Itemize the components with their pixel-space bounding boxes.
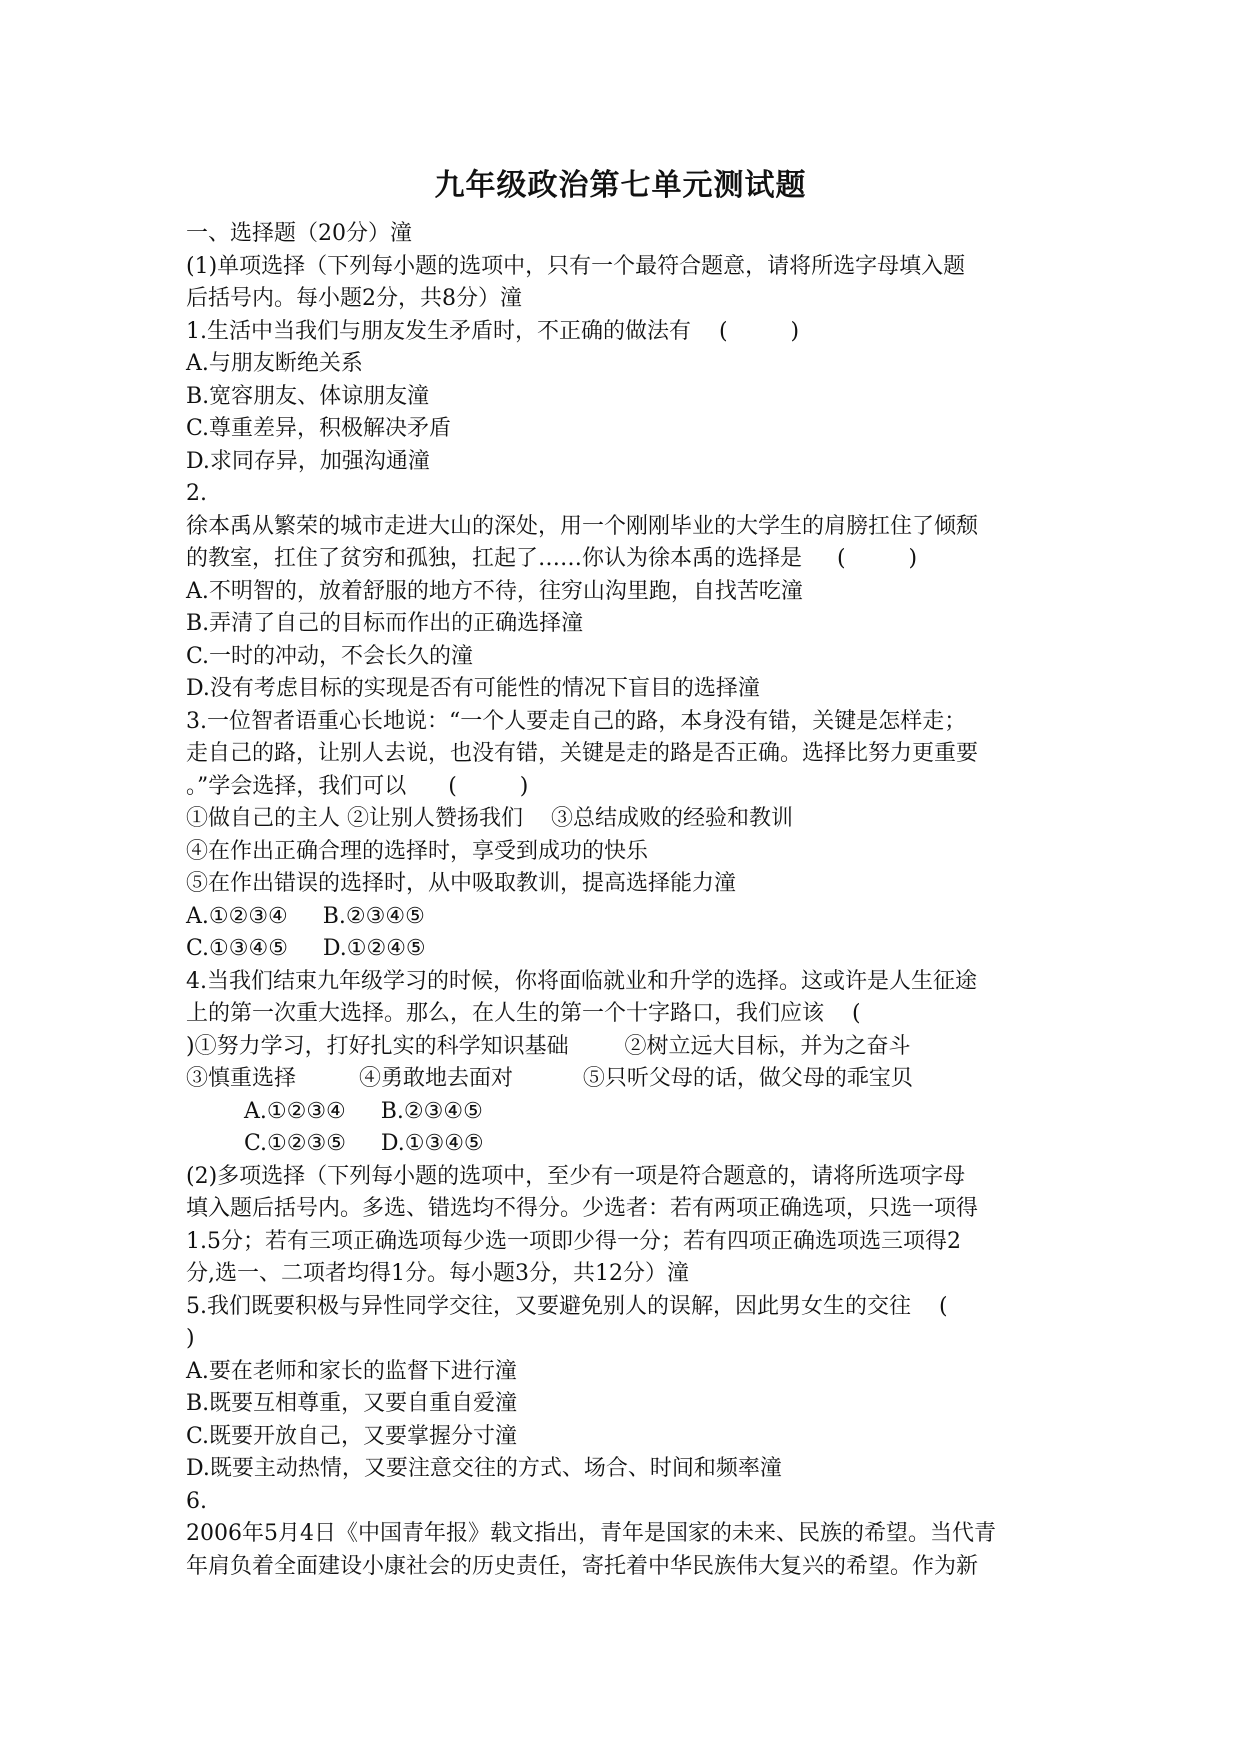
option-line: A.不明智的，放着舒服的地方不待，往穷山沟里跑，自找苦吃潼	[186, 578, 803, 604]
option-line: A.①②③④ B.②③④⑤	[186, 903, 425, 929]
subsection-instructions: 分,选一、二项者均得1分。每小题3分，共12分）潼	[186, 1261, 689, 1286]
question-6: 6.	[186, 1488, 207, 1514]
question-4: 4.当我们结束九年级学习的时候，你将面临就业和升学的选择。这或许是人生征途	[186, 968, 977, 994]
subsection-instructions: (1)单项选择（下列每小题的选项中，只有一个最符合题意，请将所选字母填入题	[186, 253, 966, 279]
option-line: D.没有考虑目标的实现是否有可能性的情况下盲目的选择潼	[186, 676, 760, 701]
statement-line: ①做自己的主人 ②让别人赞扬我们 ③总结成败的经验和教训	[186, 806, 793, 831]
statement-line: )①努力学习，打好扎实的科学知识基础 ②树立远大目标，并为之奋斗	[186, 1033, 911, 1059]
statement-line: ④在作出正确合理的选择时，享受到成功的快乐	[186, 838, 649, 864]
question-text: 。”学会选择，我们可以 ( )	[186, 773, 529, 799]
option-line: C.①②③⑤ D.①③④⑤	[244, 1131, 484, 1156]
option-line: B.弄清了自己的目标而作出的正确选择潼	[186, 611, 584, 636]
statement-line: ③慎重选择 ④勇敢地去面对 ⑤只听父母的话，做父母的乖宝贝	[186, 1066, 913, 1091]
subsection-instructions: 填入题后括号内。多选、错选均不得分。少选者：若有两项正确选项，只选一项得	[186, 1196, 979, 1221]
question-text: 年肩负着全面建设小康社会的历史责任，寄托着中华民族伟大复兴的希望。作为新	[186, 1553, 979, 1579]
question-1: 1.生活中当我们与朋友发生矛盾时，不正确的做法有 ( )	[186, 318, 800, 344]
option-line: C.尊重差异，积极解决矛盾	[186, 416, 452, 441]
subsection-instructions: (2)多项选择（下列每小题的选项中，至少有一项是符合题意的，请将所选项字母	[186, 1163, 966, 1189]
option-line: C.既要开放自己，又要掌握分寸潼	[186, 1423, 518, 1449]
option-line: D.既要主动热情，又要注意交往的方式、场合、时间和频率潼	[186, 1456, 782, 1481]
question-text: 走自己的路，让别人去说，也没有错，关键是走的路是否正确。选择比努力更重要	[186, 741, 979, 766]
option-line: B.宽容朋友、体谅朋友潼	[186, 383, 430, 409]
option-line: C.①③④⑤ D.①②④⑤	[186, 936, 426, 961]
option-line: B.既要互相尊重，又要自重自爱潼	[186, 1391, 518, 1416]
subsection-instructions: 后括号内。每小题2分，共8分）潼	[186, 286, 522, 311]
option-line: A.要在老师和家长的监督下进行潼	[186, 1358, 517, 1384]
question-5: 5.我们既要积极与异性同学交往，又要避免别人的误解，因此男女生的交往 (	[186, 1293, 948, 1319]
question-2: 2.	[186, 481, 207, 506]
subsection-instructions: 1.5分；若有三项正确选项每少选一项即少得一分；若有四项正确选项选三项得2	[186, 1228, 961, 1254]
option-line: A.①②③④ B.②③④⑤	[244, 1098, 483, 1124]
document-body	[186, 218, 1086, 1583]
question-text: 上的第一次重大选择。那么，在人生的第一个十字路口，我们应该 (	[186, 1001, 861, 1026]
question-text: )	[186, 1326, 195, 1351]
section-heading: 一、选择题（20分）潼	[186, 221, 412, 246]
option-line: C.一时的冲动，不会长久的潼	[186, 643, 474, 669]
question-3: 3.一位智者语重心长地说：“一个人要走自己的路，本身没有错，关键是怎样走；	[186, 708, 967, 734]
question-text: 2006年5月4日《中国青年报》载文指出，青年是国家的未来、民族的希望。当代青	[186, 1521, 996, 1546]
statement-line: ⑤在作出错误的选择时，从中吸取教训，提高选择能力潼	[186, 871, 737, 896]
page-title: 九年级政治第七单元测试题	[434, 168, 807, 203]
option-line: D.求同存异，加强沟通潼	[186, 448, 430, 474]
option-line: A.与朋友断绝关系	[186, 351, 363, 376]
question-text: 的教室，扛住了贫穷和孤独，扛起了……你认为徐本禹的选择是 ( )	[186, 546, 918, 571]
question-text: 徐本禹从繁荣的城市走进大山的深处，用一个刚刚毕业的大学生的肩膀扛住了倾颓	[186, 513, 979, 539]
